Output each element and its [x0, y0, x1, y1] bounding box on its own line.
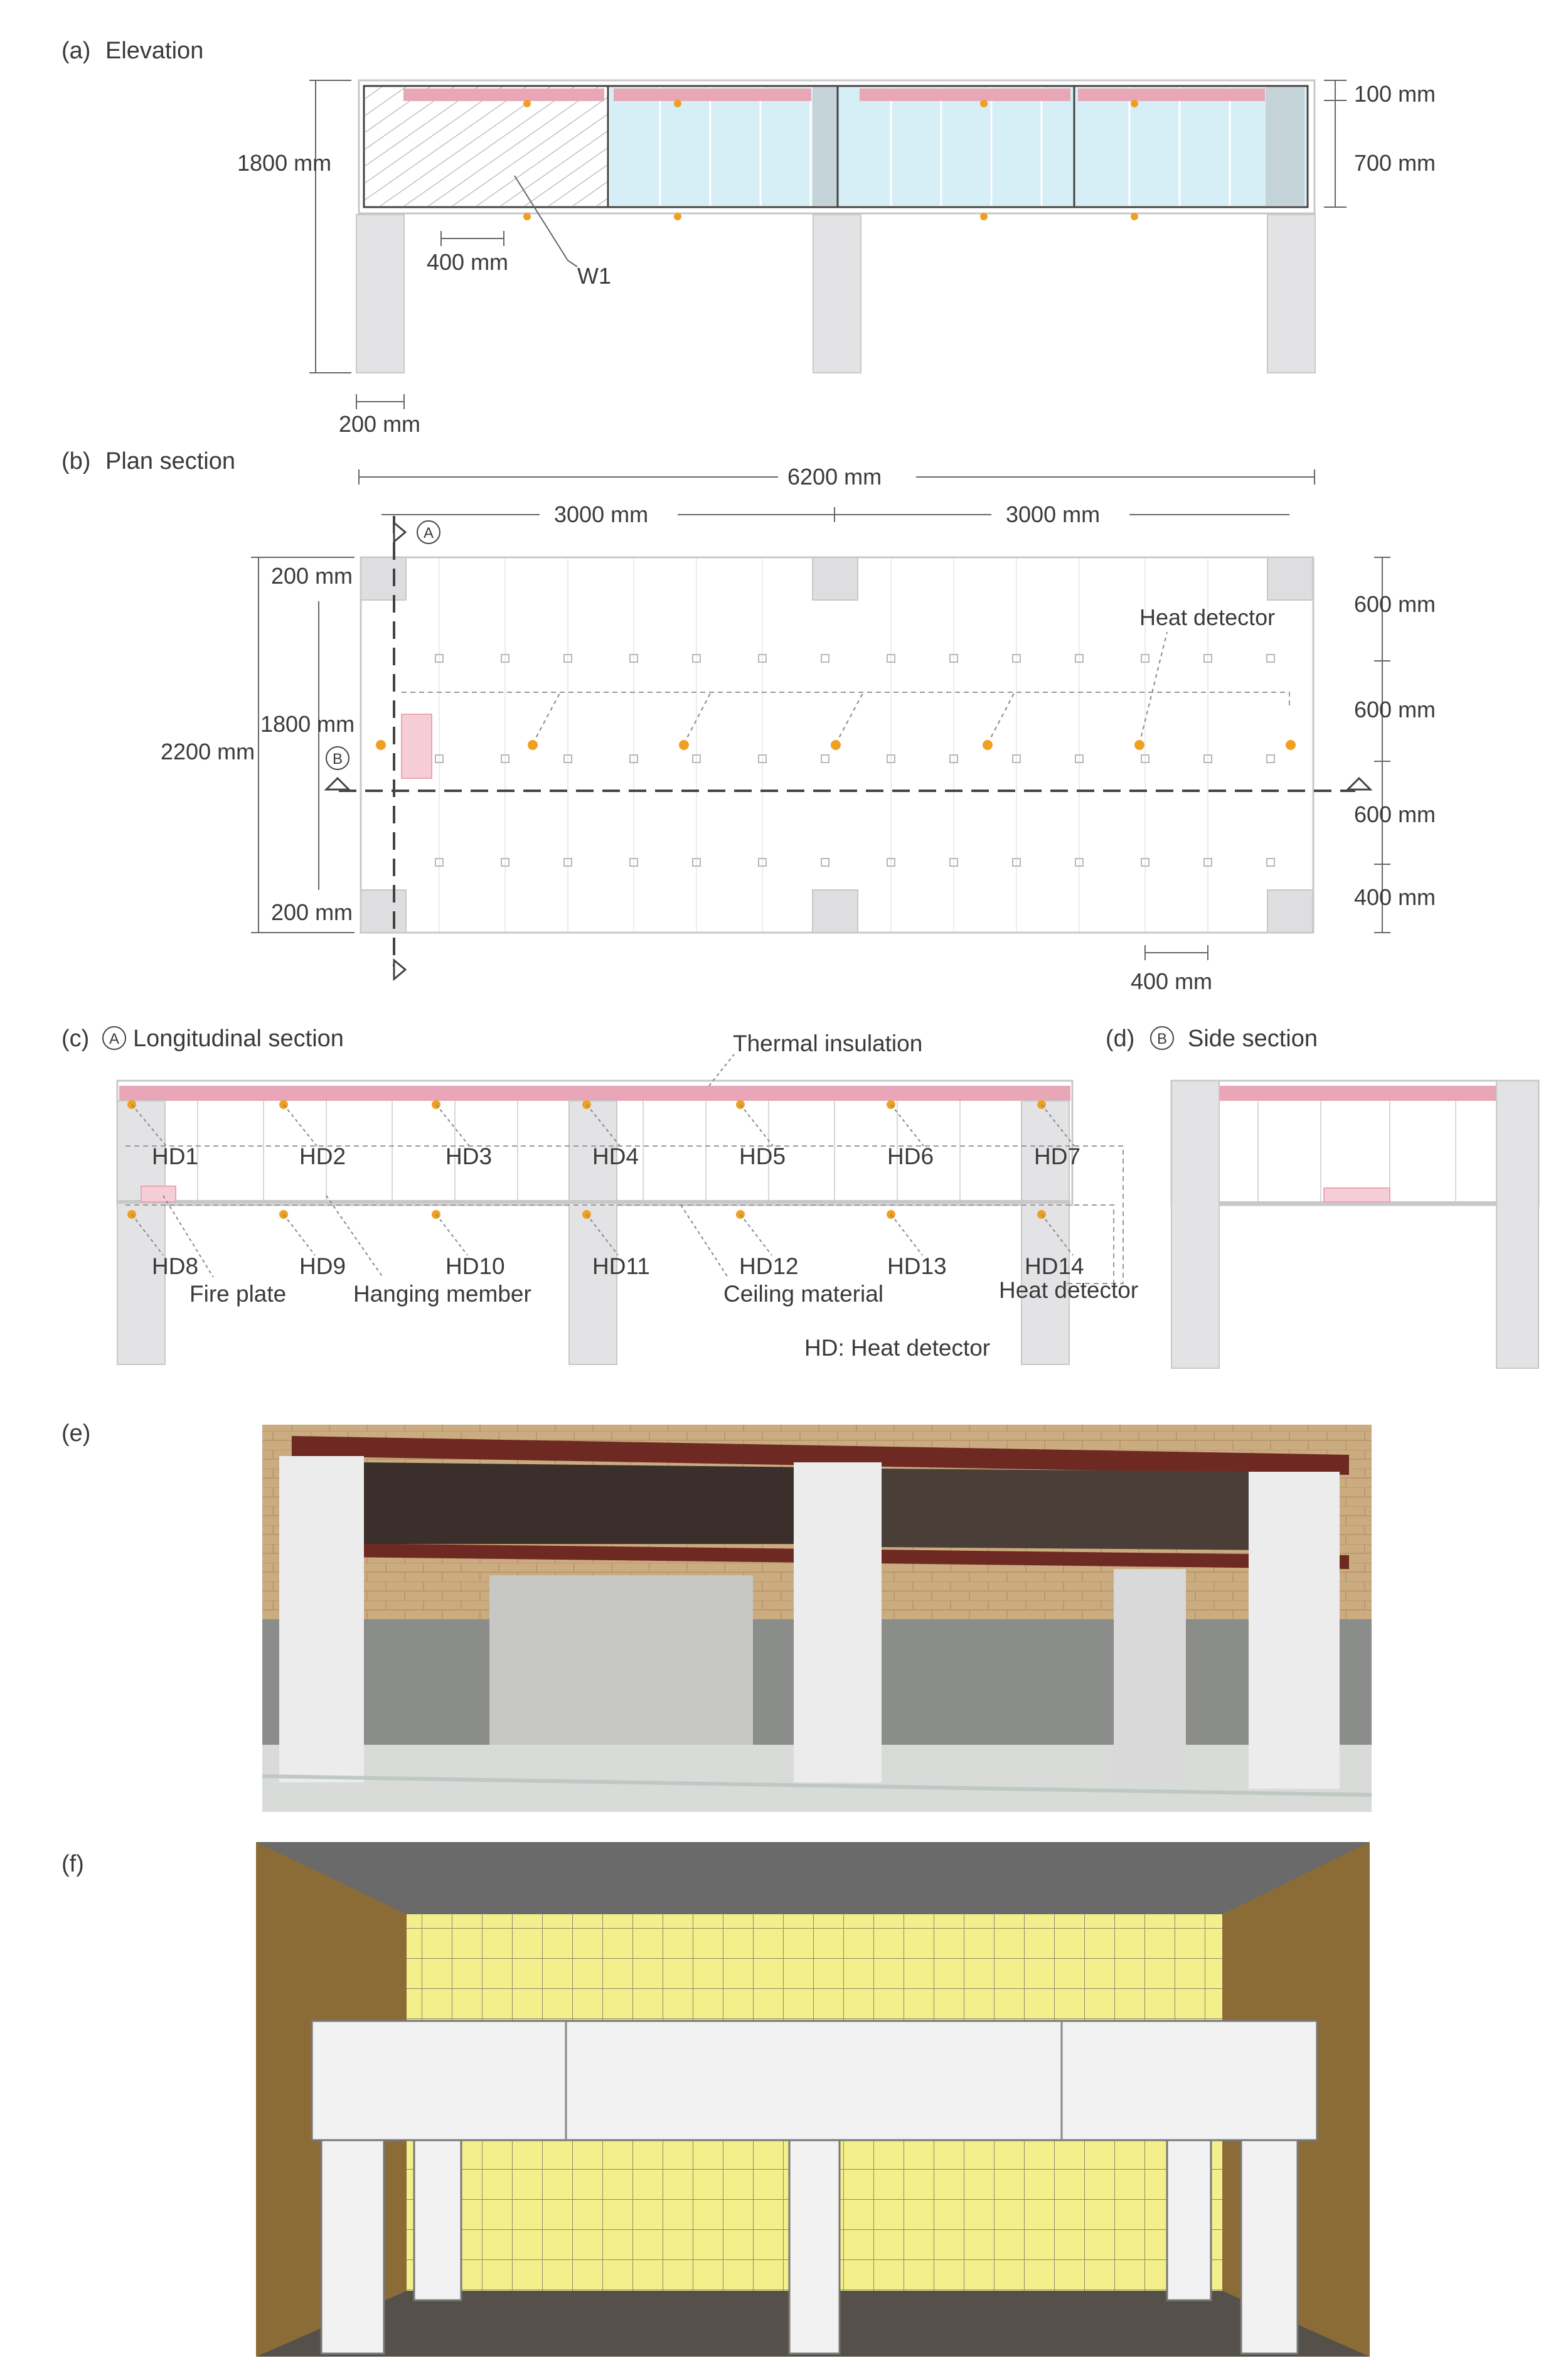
w1-callout: W1: [577, 263, 611, 289]
fire-plate: [141, 1186, 176, 1202]
panel-a-elevation: [61, 38, 1436, 437]
dim-total-length: 6200 mm: [787, 464, 882, 490]
column: [356, 215, 404, 373]
photo-window-right: [878, 1469, 1280, 1550]
panel-c-title: Longitudinal section: [133, 1026, 344, 1052]
mid-post: [813, 87, 838, 206]
dim-grid-spacing: 400 mm: [427, 249, 509, 275]
hd14-label: HD14: [1025, 1253, 1084, 1279]
dim-r4: 400 mm: [1354, 884, 1436, 910]
render-ceiling: [256, 1842, 1370, 1914]
render-column: [789, 2140, 840, 2354]
insulation-strip: [614, 88, 811, 101]
plan-column: [361, 890, 406, 933]
dim-span-right: 3000 mm: [1006, 501, 1101, 527]
hd13-label: HD13: [887, 1253, 947, 1279]
render-column: [1241, 2140, 1298, 2354]
panel-c-longitudinal-section: [61, 1026, 1138, 1364]
glass-panels: [610, 87, 1306, 206]
panel-d-title: Side section: [1188, 1026, 1318, 1052]
panel-b-plan-section: [61, 448, 1436, 994]
dim-r1: 600 mm: [1354, 591, 1436, 617]
panel-f-label: (f): [61, 1851, 84, 1877]
thermal-insulation-label: Thermal insulation: [733, 1031, 923, 1056]
dim-col-top: 200 mm: [271, 563, 353, 589]
panel-b-title: Plan section: [105, 448, 236, 474]
section-marker-a-text: A: [423, 525, 434, 542]
photo-column: [1249, 1472, 1340, 1789]
hd12-label: HD12: [739, 1253, 799, 1279]
dim-col-bottom: 200 mm: [271, 899, 353, 925]
dim-height-total: 1800 mm: [237, 150, 332, 176]
hd2-label: HD2: [299, 1144, 346, 1169]
panel-c-label: (c): [61, 1026, 90, 1052]
hd3-label: HD3: [445, 1144, 493, 1169]
thermal-insulation-layer: [119, 1086, 1070, 1101]
render-column: [414, 2140, 461, 2300]
dim-r3: 600 mm: [1354, 801, 1436, 827]
side-column: [1171, 1081, 1219, 1368]
section-column: [1021, 1101, 1069, 1364]
fire-plate-label: Fire plate: [189, 1281, 287, 1307]
hd5-label: HD5: [739, 1144, 786, 1169]
plan-column: [813, 890, 858, 933]
hd4-label: HD4: [592, 1144, 639, 1169]
section-arrow-b-right: [1348, 778, 1370, 790]
plan-dimensions-left: [251, 557, 355, 933]
insulation-strip: [1078, 88, 1265, 101]
section-arrow-b-left: [326, 778, 349, 790]
panel-e-label: (e): [61, 1420, 91, 1447]
insulation-strip: [403, 88, 604, 101]
hd7-label: HD7: [1034, 1144, 1081, 1169]
section-marker-b-text: B: [332, 751, 343, 768]
render-column: [1167, 2140, 1211, 2300]
panel-a-title: Elevation: [105, 38, 204, 64]
section-arrow-a-top: [394, 523, 405, 542]
hd6-label: HD6: [887, 1144, 934, 1169]
plan-column: [361, 557, 406, 600]
plan-column: [1267, 557, 1313, 600]
fire-plate-plan: [402, 714, 432, 778]
hd10-label: HD10: [445, 1253, 505, 1279]
side-fire-plate: [1324, 1188, 1390, 1202]
panel-f-render: [61, 1842, 1370, 2357]
heat-detector-label: Heat detector: [999, 1277, 1139, 1303]
dim-span-left: 3000 mm: [554, 501, 649, 527]
plan-column: [1267, 890, 1313, 933]
panel-c-marker-text: A: [109, 1031, 120, 1047]
end-post: [1266, 87, 1304, 206]
section-arrow-a-bottom: [394, 960, 405, 979]
render-column: [321, 2140, 384, 2354]
plan-column: [813, 557, 858, 600]
section-column: [117, 1101, 165, 1364]
side-insulation: [1219, 1086, 1496, 1101]
dim-grid-spacing-plan: 400 mm: [1131, 968, 1213, 994]
render-specimen-body: [312, 2021, 1317, 2140]
hanging-member-label: Hanging member: [353, 1281, 531, 1307]
hd-legend: HD: Heat detector: [804, 1335, 991, 1361]
hd9-label: HD9: [299, 1253, 346, 1279]
w1-panel: [365, 87, 608, 206]
column: [813, 215, 861, 373]
dim-panel-height: 700 mm: [1354, 150, 1436, 176]
hd1-label: HD1: [152, 1144, 199, 1169]
panel-e-photo: [61, 1420, 1372, 1812]
panel-d-label: (d): [1106, 1026, 1135, 1052]
dim-column-width: 200 mm: [339, 411, 421, 437]
plan-dimension-grid: [1145, 945, 1208, 960]
panel-d-marker-text: B: [1156, 1031, 1168, 1047]
panel-d-side-section: [1106, 1026, 1539, 1368]
photo-window-left: [361, 1462, 816, 1544]
dim-inner-depth: 1800 mm: [260, 711, 355, 737]
insulation-strip: [860, 88, 1070, 101]
column: [1267, 215, 1315, 373]
side-column: [1496, 1081, 1539, 1368]
panel-a-label: (a): [61, 38, 91, 64]
ceiling-material-label: Ceiling material: [723, 1281, 883, 1307]
section-column: [569, 1101, 617, 1364]
photo-column: [279, 1456, 364, 1782]
hd8-label: HD8: [152, 1253, 199, 1279]
dim-top-strip: 100 mm: [1354, 81, 1436, 107]
heat-detector-callout: Heat detector: [1139, 604, 1276, 630]
dim-depth-total: 2200 mm: [161, 739, 255, 764]
photo-column: [794, 1462, 882, 1782]
dim-r2: 600 mm: [1354, 697, 1436, 722]
hd11-label: HD11: [592, 1253, 650, 1279]
panel-b-label: (b): [61, 448, 91, 474]
